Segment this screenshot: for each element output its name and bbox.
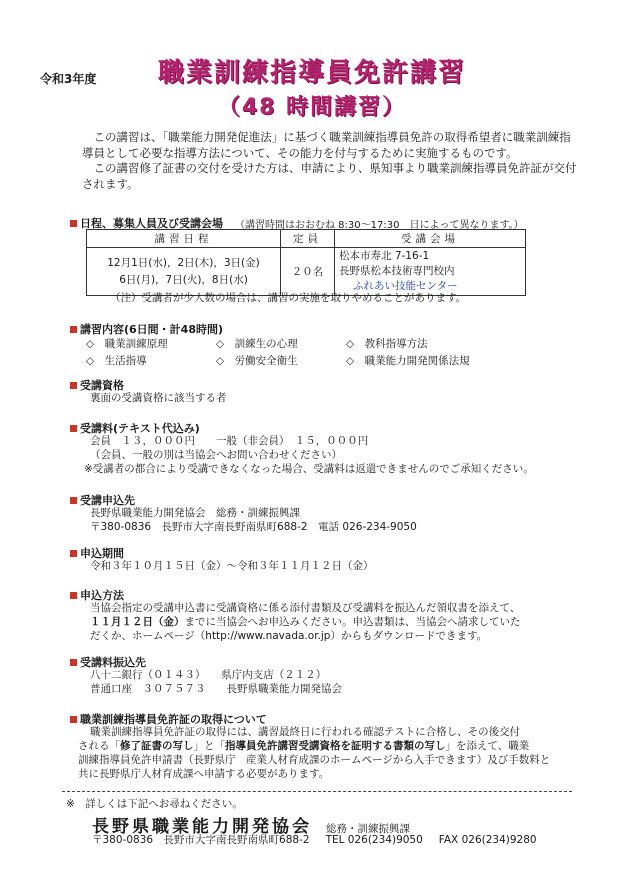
bullet-square-icon bbox=[70, 425, 77, 432]
bullet-square-icon bbox=[70, 592, 77, 599]
page-subtitle: （48 時間講習） bbox=[217, 95, 407, 120]
bank-line2: 普通口座 ３０７５７３ 長野県職業能力開発協会 bbox=[90, 683, 342, 695]
bank-line1: 八十二銀行（０１４３） 県庁内支店（２１２） bbox=[90, 669, 327, 681]
intro-para1: この講習は、「職業能力開発促進法」に基づく職業訓練指導員免許の取得希望者に職業訓練指導員として必要な指導方法について、その能力を付与するために実施するものです。 bbox=[82, 130, 571, 160]
list-item: ◇ 職業能力開発関係法規 bbox=[346, 355, 470, 367]
license-heading: 職業訓練指導員免許証の取得について bbox=[70, 711, 267, 727]
qualification-heading: 受講資格 bbox=[70, 377, 124, 393]
dates-cell bbox=[87, 248, 281, 296]
bullet-square-icon bbox=[70, 220, 77, 227]
schedule-table bbox=[86, 229, 526, 296]
fiscal-year: 令和3年度 bbox=[40, 72, 97, 86]
venue-address: 松本市寿北 7-16-1 bbox=[339, 250, 430, 262]
footer-note: ※ 詳しくは下記へお尋ねください。 bbox=[66, 798, 243, 810]
license-line1: 職業訓練指導員免許証の取得には、講習最終日に行われる確認テストに合格し、その後交付 bbox=[90, 726, 521, 738]
apply-heading: 受講申込先 bbox=[70, 492, 135, 508]
fee-line3: ※受講者の都合により受講できなくなった場合、受講料は返還できませんのでご承知ください。 bbox=[84, 463, 534, 475]
qualification-text: 裏面の受講資格に該当する者 bbox=[90, 392, 227, 404]
license-line4: 共に長野県庁人材育成課へ申請する必要があります。 bbox=[78, 768, 330, 780]
content-heading: 講習内容(6日間・計48時間) bbox=[70, 321, 223, 337]
col-dates: 講習日程 bbox=[87, 230, 281, 248]
period-heading: 申込期間 bbox=[70, 545, 124, 561]
footer-fax: FAX 026(234)9280 bbox=[438, 834, 537, 846]
footer-contact bbox=[92, 833, 592, 847]
license-line3: 訓練指導員免許申請書（長野県庁 産業人材育成課のホームページから入手できます）及び手数料と bbox=[78, 754, 551, 766]
method-line1: 当協会指定の受講申込書に受講資格に係る添付書類及び受講料を振込んだ領収書を添えて、 bbox=[90, 602, 521, 614]
org-dept: 総務・訓練振興課 bbox=[326, 823, 410, 835]
license-line2: される「修了証書の写し」と「指導員免許講習受講資格を証明する書類の写し」を添えて、職業 bbox=[78, 740, 530, 752]
venue-cell bbox=[335, 248, 526, 296]
dates-row1: 12月1日(水)，2日(木)，3日(金) bbox=[107, 256, 260, 269]
schedule-heading: 日程、募集人員及び受講会場 （講習時間はおおむね 8:30～17:30 日によって異なります。） bbox=[70, 215, 524, 231]
intro-para2: この講習修了証書の交付を受けた方は、申請により、県知事より職業訓練指導員免許証が交付されます。 bbox=[82, 161, 577, 191]
bullet-square-icon bbox=[70, 497, 77, 504]
page-title: 職業訓練指導員免許講習 bbox=[157, 58, 466, 88]
schedule-note: （講習時間はおおむね 8:30～17:30 日によって異なります。） bbox=[235, 219, 524, 231]
content-list bbox=[86, 336, 496, 368]
list-item: ◇ 職業訓練原理 bbox=[86, 338, 168, 350]
method-line2: １１月１２日（金）までに当協会へお申込みください。申込書類は、当協会へ請求していた bbox=[90, 616, 521, 628]
footer-address: 〒380-0836 長野市大字南長野南県町688-2 bbox=[92, 834, 310, 846]
venue-name: 長野県松本技術専門校内 bbox=[339, 265, 455, 277]
deadline-date: １１月１２日（金） bbox=[90, 616, 185, 628]
venue-center: ふれあい技能センター bbox=[353, 280, 458, 292]
org-name: 長野県職業能力開発協会 bbox=[92, 817, 312, 837]
schedule-footnote: （注）受講者が少人数の場合は、講習の実施を取りやめることがあります。 bbox=[110, 292, 467, 304]
dates-row2: 6日(月)，7日(火)，8日(水) bbox=[119, 273, 248, 286]
footer-tel: TEL 026(234)9050 bbox=[325, 834, 423, 846]
bank-heading: 受講料振込先 bbox=[70, 654, 146, 670]
method-heading: 申込方法 bbox=[70, 587, 124, 603]
fee-heading: 受講料(テキスト代込み) bbox=[70, 420, 200, 436]
list-item: ◇ 生活指導 bbox=[86, 355, 147, 367]
apply-line1: 長野県職業能力開発協会 総務・訓練振興課 bbox=[90, 507, 300, 519]
capacity-cell: ２０名 bbox=[281, 248, 335, 296]
divider bbox=[62, 791, 572, 792]
method-line3: だくか、ホームページ（http://www.navada.or.jp）からもダウンロードできます。 bbox=[90, 630, 488, 642]
intro bbox=[82, 130, 580, 192]
bullet-square-icon bbox=[70, 659, 77, 666]
bullet-square-icon bbox=[70, 550, 77, 557]
bullet-square-icon bbox=[70, 382, 77, 389]
list-item: ◇ 訓練生の心理 bbox=[216, 338, 298, 350]
fee-line1: 会員 １３，０００円 一般（非会員） １５，０００円 bbox=[90, 435, 369, 447]
bullet-square-icon bbox=[70, 716, 77, 723]
bullet-square-icon bbox=[70, 326, 77, 333]
col-venue: 受講会場 bbox=[335, 230, 526, 248]
col-capacity: 定員 bbox=[281, 230, 335, 248]
list-item: ◇ 教科指導方法 bbox=[346, 338, 428, 350]
apply-line2: 〒380-0836 長野市大字南長野南県町688-2 電話 026-234-9050 bbox=[90, 521, 417, 533]
period-text: 令和３年１０月１５日（金）～令和３年１１月１２日（金） bbox=[90, 560, 374, 572]
fee-line2: （会員、一般の別は当協会へお問い合わせください） bbox=[90, 449, 342, 461]
list-item: ◇ 労働安全衛生 bbox=[216, 355, 298, 367]
